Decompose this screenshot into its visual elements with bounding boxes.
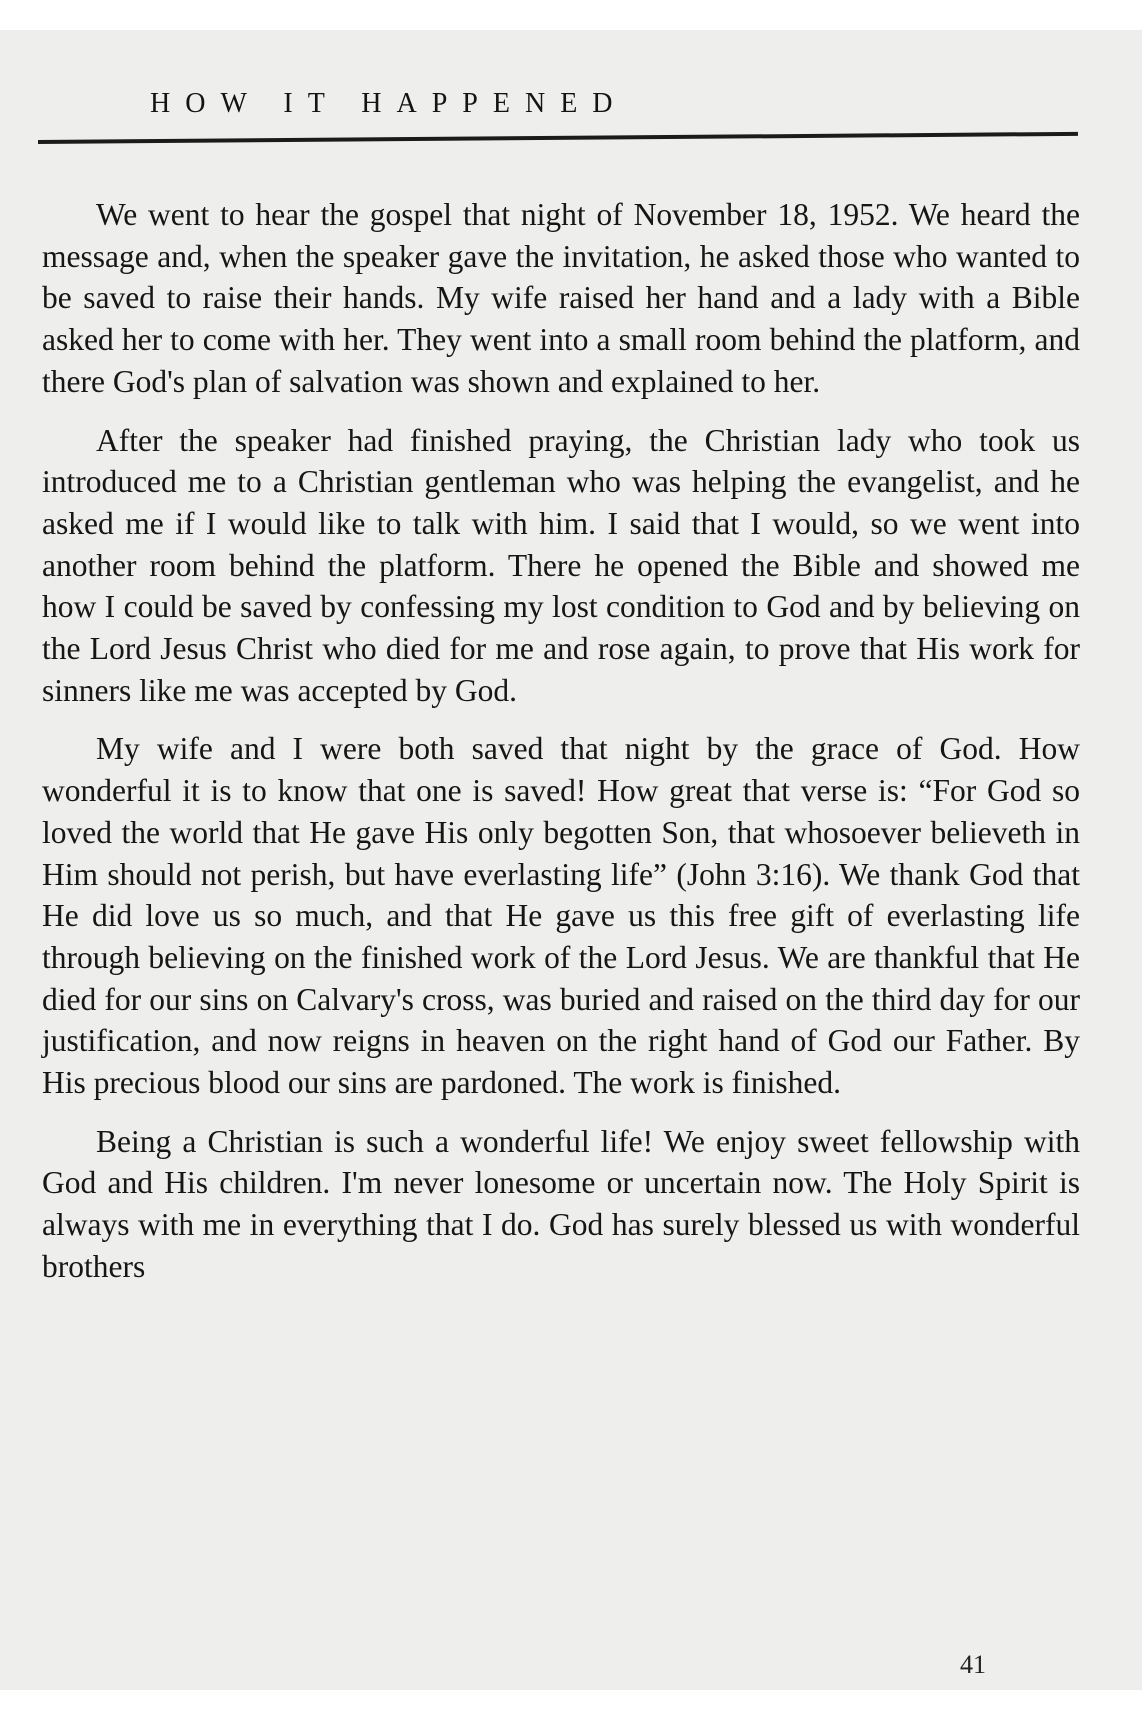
paragraph: Being a Christian is such a wonderful life! We enjoy sweet fellowship with God and His children. I'm never lonesome or uncertain now. The Holy Spirit is always with me in everything that I do. God has surely blessed us with wonderful brothers [42, 1123, 1080, 1284]
running-header: HOW IT HAPPENED [150, 88, 628, 119]
paragraph: We went to hear the gospel that night of November 18, 1952. We heard the message and, when the speaker gave the invitation, he asked those who wanted to be saved to raise their hands. My wife raised her hand and a lady with a Bible asked her to come with her. They went into a small room behind the platform, and there God's plan of salvation was shown and explained to her. [42, 197, 1080, 399]
book-page [0, 30, 1142, 1690]
paragraph: My wife and I were both saved that night by the grace of God. How wonderful it is to know that one is saved! How great that verse is: “For God so loved the world that He gave His only begotten Son, that whosoever believeth in Him should not perish, but have everlasting life” (John 3:16). We thank God that He did love us so much, and that He gave us this free gift of everlasting life through believing on the finished work of the Lord Jesus. We are thankful that He died for our sins on Calvary's cross, was buried and raised on the third day for our justification, and now reigns in heaven on the right hand of God our Father. By His precious blood our sins are pardoned. The work is finished. [42, 731, 1080, 1101]
body-text [42, 194, 1080, 1305]
page-number: 41 [960, 1650, 986, 1679]
paragraph: After the speaker had finished praying, the Christian lady who took us introduced me to a Christian gentleman who was helping the evangelist, and he asked me if I would like to talk with him. I said that I would, so we went into another room behind the platform. There he opened the Bible and showed me how I could be saved by confessing my lost condition to God and by believing on the Lord Jesus Christ who died for me and rose again, to prove that His work for sinners like me was accepted by God. [42, 422, 1080, 708]
header-rule [38, 132, 1078, 144]
